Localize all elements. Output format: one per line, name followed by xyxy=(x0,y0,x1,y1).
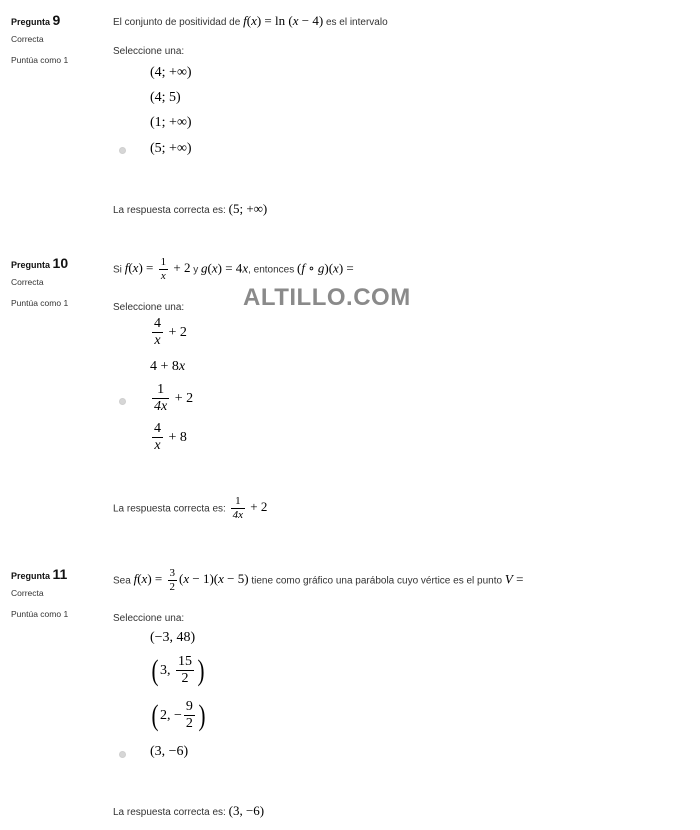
question-state: Correcta xyxy=(11,34,44,44)
question-text: El conjunto de positividad de f(x) = ln (x − 4) es el intervalo xyxy=(113,13,388,28)
option-d[interactable]: $\frac{4}{x}$ + 8 xyxy=(154,421,187,453)
question-grade: Puntúa como 1 xyxy=(11,298,69,308)
question-state: Correcta xyxy=(11,277,44,287)
option-b[interactable]: 4 + 8x xyxy=(150,359,186,374)
correct-answer: La respuesta correcta es: (5; +∞) xyxy=(113,201,268,216)
question-text: Si f(x) = $\frac{1}{x}$ + 2 y g(x) = 4x, entonces (f ∘ g)(x) = xyxy=(113,256,354,282)
option-a[interactable]: $\frac{4}{x}$ + 2 xyxy=(154,316,187,348)
question-number: Pregunta 9 xyxy=(11,12,61,28)
question-info xyxy=(11,255,106,308)
option-c[interactable]: $\frac{1}{4x}$ + 2 xyxy=(154,382,194,414)
question-info xyxy=(11,566,106,619)
option-c[interactable]: ( 2, − $\frac{9}{2}$ ) xyxy=(151,699,206,732)
select-one-label: Seleccione una: xyxy=(113,46,185,57)
correct-answer: La respuesta correcta es: $\frac{1}{4x}$ + 2 xyxy=(113,495,268,521)
option-d[interactable]: (3, −6) xyxy=(150,744,189,759)
watermark: ALTILLO.COM xyxy=(243,284,411,311)
select-one-label: Seleccione una: xyxy=(113,613,185,624)
question-number: Pregunta 11 xyxy=(11,566,68,582)
option-c[interactable]: (1; +∞) xyxy=(150,115,192,130)
option-a[interactable]: (−3, 48) xyxy=(150,630,196,645)
question-grade: Puntúa como 1 xyxy=(11,55,69,65)
question-info xyxy=(11,12,106,65)
question-text: Sea f(x) = $\frac{3}{2}$ (x − 1)(x − 5) tiene como gráfico una parábola cuyo vértice es el punto V = xyxy=(113,567,524,593)
option-b[interactable]: ( 3, $\frac{15}{2}$ ) xyxy=(151,654,205,687)
selected-radio[interactable] xyxy=(119,147,126,154)
question-grade: Puntúa como 1 xyxy=(11,609,69,619)
select-one-label: Seleccione una: xyxy=(113,302,185,313)
option-d[interactable]: (5; +∞) xyxy=(150,141,192,156)
question-number: Pregunta 10 xyxy=(11,255,69,271)
selected-radio[interactable] xyxy=(119,398,126,405)
selected-radio[interactable] xyxy=(119,751,126,758)
question-state: Correcta xyxy=(11,588,44,598)
correct-answer: La respuesta correcta es: (3, −6) xyxy=(113,803,265,818)
option-a[interactable]: (4; +∞) xyxy=(150,65,192,80)
option-b[interactable]: (4; 5) xyxy=(150,90,181,105)
